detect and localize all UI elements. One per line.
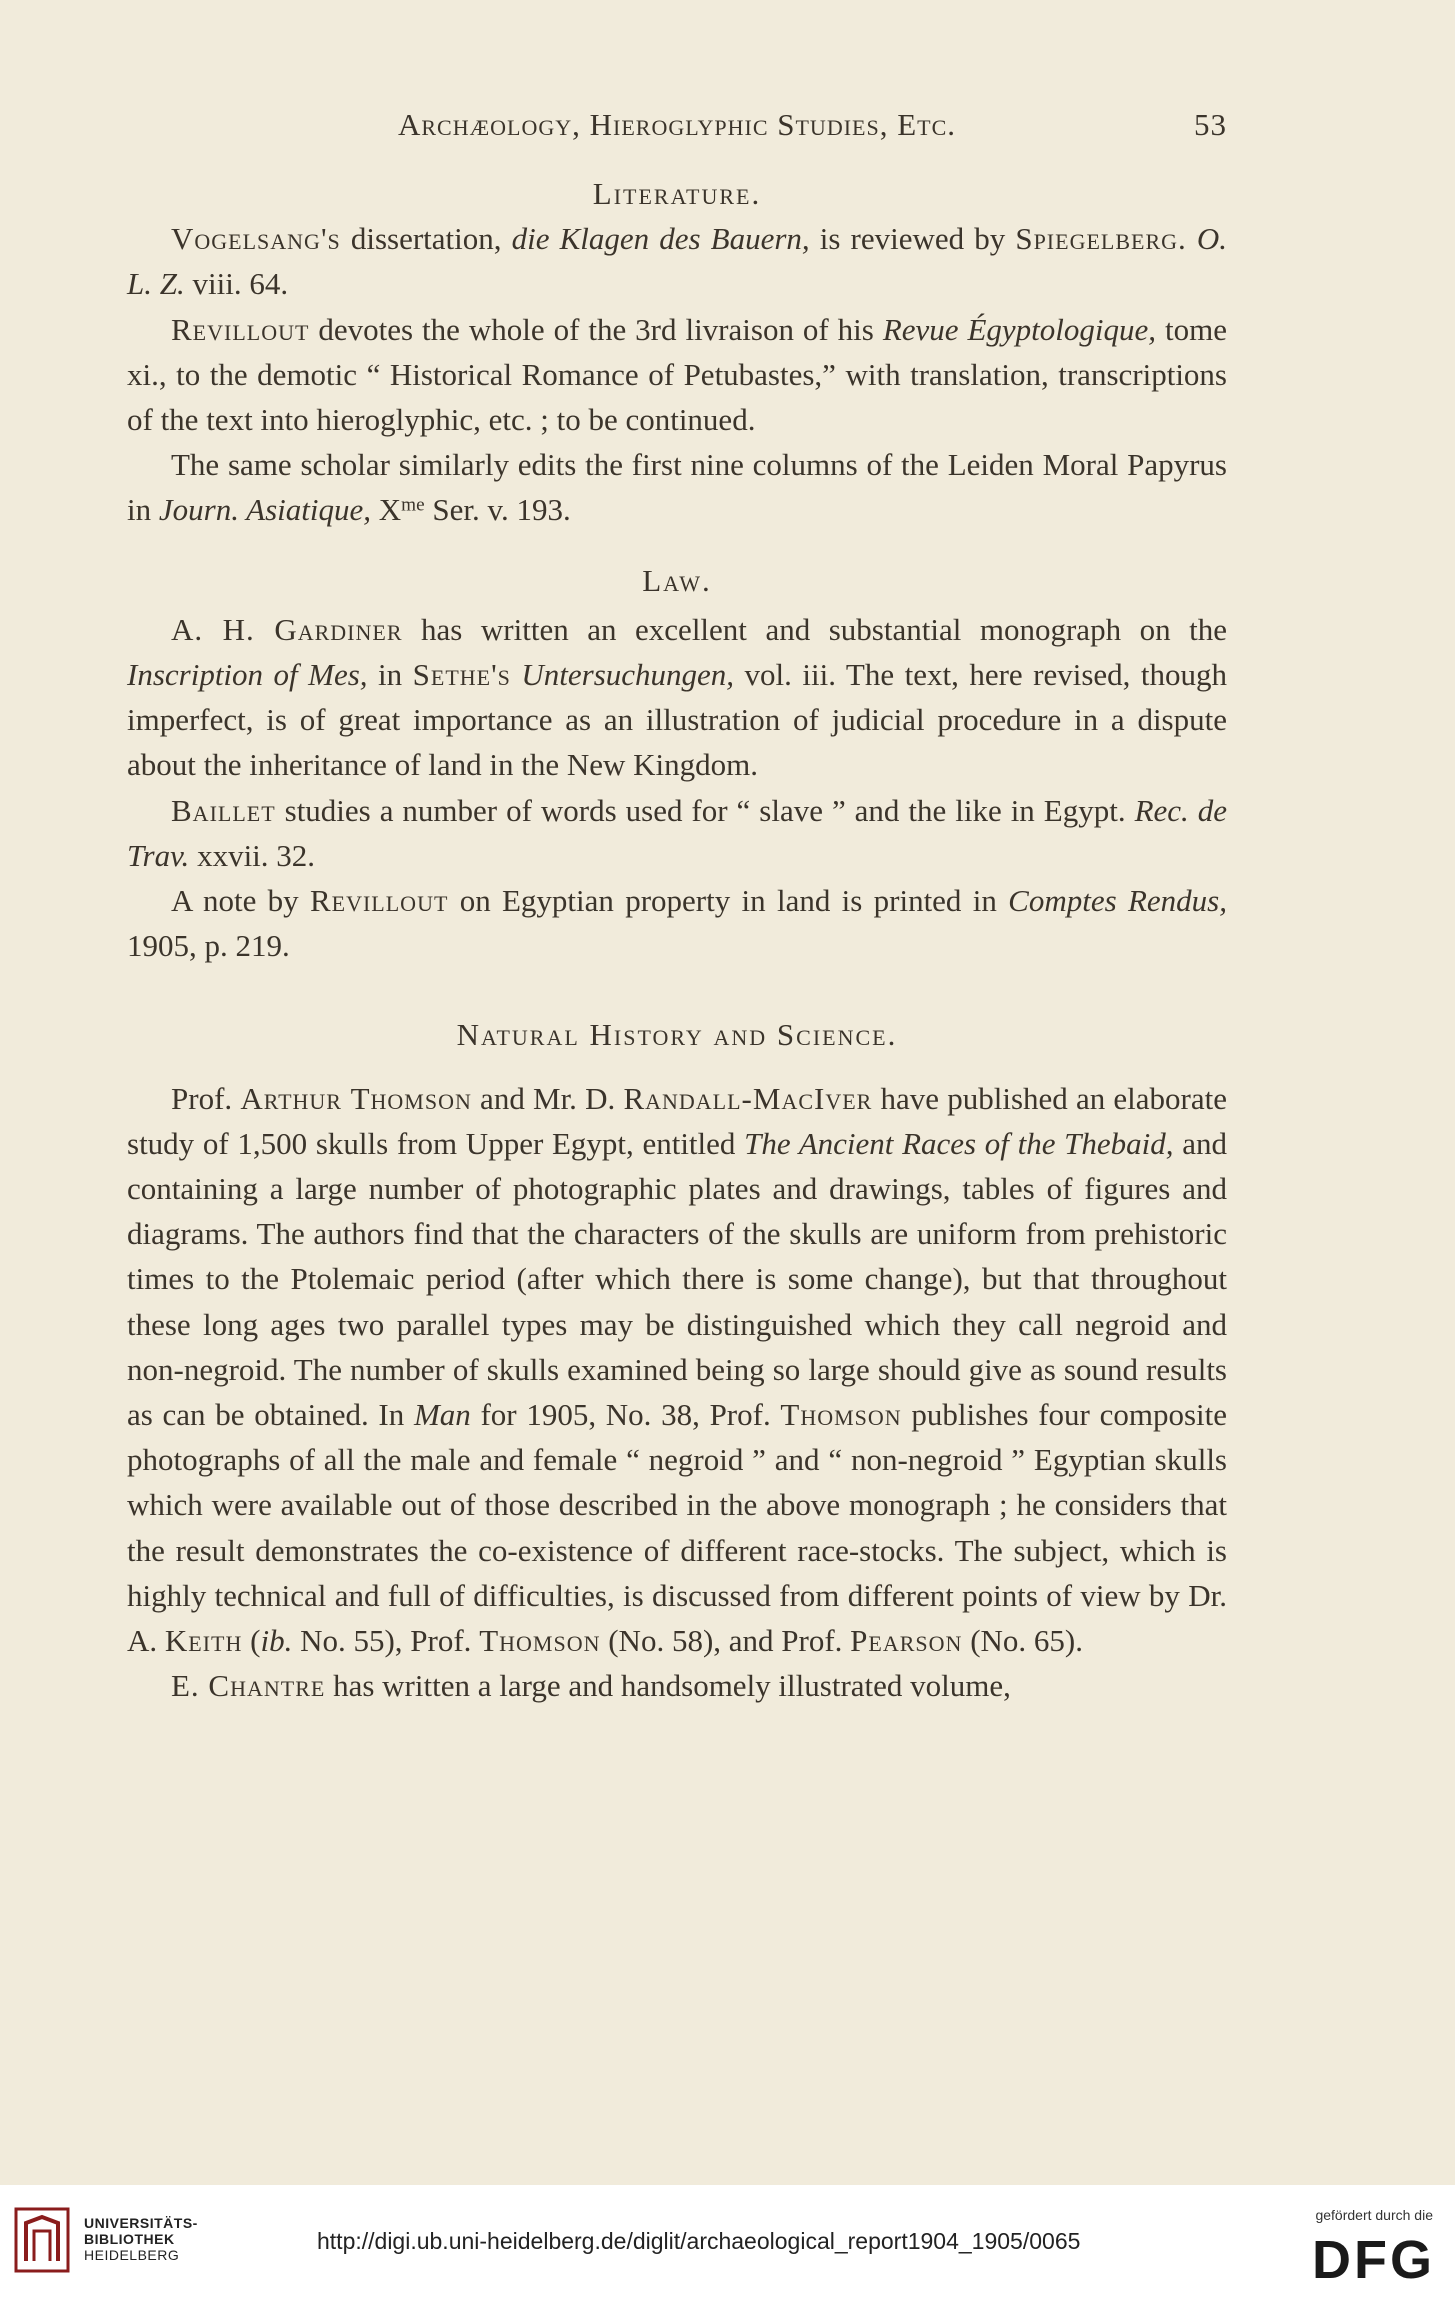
- author-name: Pearson: [850, 1623, 963, 1659]
- journal-title: O. L. Z.: [127, 221, 1227, 302]
- journal-title: Comptes Rendus,: [1008, 883, 1227, 919]
- work-title: die Klagen des Bauern,: [511, 221, 810, 257]
- section-title-law: Law.: [642, 562, 712, 598]
- library-name: UNIVERSITÄTS- BIBLIOTHEK HEIDELBERG: [84, 2215, 198, 2263]
- author-name: Arthur Thomson: [240, 1080, 472, 1116]
- series-title: Untersuchungen,: [521, 657, 735, 693]
- author-name: Spiegelberg.: [1015, 221, 1187, 257]
- ibid-abbrev: ib.: [260, 1623, 293, 1659]
- journal-title: Revue Égyptologique,: [882, 311, 1157, 347]
- paragraph-vogelsang: Vogelsang's dissertation, die Klagen des Bauern, is reviewed by Spiegelberg. O. L. Z. viii. 64.: [127, 221, 1227, 302]
- author-name: E. Chantre: [171, 1668, 326, 1704]
- page-number: 53: [1194, 107, 1227, 142]
- page-text: [127, 102, 1227, 1709]
- journal-title: Rec. de Trav.: [127, 792, 1227, 873]
- author-name: Thomson: [780, 1397, 902, 1433]
- author-name: Randall-MacIver: [623, 1080, 873, 1116]
- author-name: Revillout: [171, 311, 310, 347]
- author-name: Keith: [164, 1623, 243, 1659]
- viewer-footer: [0, 2185, 1455, 2300]
- section-title-natural-history: Natural History and Science.: [456, 1017, 898, 1053]
- paragraph-revillout-note: A note by Revillout on Egyptian property in land is printed in Comptes Rendus, 1905, p. 219.: [127, 883, 1227, 964]
- paragraph-leiden-papyrus: The same scholar similarly edits the first nine columns of the Leiden Moral Papyrus in Journ. Asiatique, $X^{me}$ Ser. v. 193.: [127, 447, 1227, 528]
- section-title-literature: Literature.: [592, 176, 762, 211]
- paragraph-thomson-maciver: Prof. Arthur Thomson and Mr. D. Randall-MacIver have published an elaborate study of 1,500 skulls from Upper Egypt, entitled The Ancient Races of the Thebaid, and containing a large number of photographic plates and drawings, tables of figures and diagrams. The authors find that the characters of the skulls are uniform from prehistoric times to the Ptolemaic period (after which there is some change), but that throughout these long ages two parallel types may be distinguished which they call negroid and non-negroid. The number of skulls examined being so large should give as sound results as can be obtained. In Man for 1905, No. 38, Prof. Thomson publishes four composite photographs of all the male and female “ negroid ” and “ non-negroid ” Egyptian skulls which were available out of those described in the above monograph ; he considers that the result demonstrates the co-existence of different race-stocks. The subject, which is highly technical and full of difficulties, is discussed from different points of view by Dr. A. Keith (ib. No. 55), Prof. Thomson (No. 58), and Prof. Pearson (No. 65).: [127, 1080, 1228, 1659]
- paragraph-chantre: E. Chantre has written a large and handsomely illustrated volume,: [171, 1668, 1011, 1704]
- author-name: Sethe's: [412, 657, 511, 693]
- permalink-url[interactable]: http://digi.ub.uni-heidelberg.de/diglit/archaeological_report1904_1905/0065: [317, 2228, 1081, 2254]
- journal-title: Journ. Asiatique,: [158, 492, 371, 528]
- work-title: The Ancient Races of the Thebaid,: [744, 1125, 1174, 1161]
- paragraph-revillout-revue: Revillout devotes the whole of the 3rd livraison of his Revue Égyptologique, tome xi., to the demotic “ Historical Romance of Petubastes,” with translation, transcriptions of the text into hieroglyphic, etc. ; to be continued.: [127, 311, 1227, 438]
- author-name: Thomson: [479, 1623, 601, 1659]
- author-name: Vogelsang's: [171, 221, 341, 257]
- dfg-logo: DFG: [1312, 2230, 1435, 2290]
- paragraph-gardiner: A. H. Gardiner has written an excellent and substantial monograph on the Inscription of Mes, in Sethe's Untersuchungen, vol. iii. The text, here revised, though imperfect, is of great importance as an illustration of judicial procedure in a dispute about the inheritance of land in the New Kingdom.: [127, 611, 1228, 783]
- running-title: Archæology, Hieroglyphic Studies, Etc.: [397, 107, 957, 142]
- running-head: [127, 102, 1227, 147]
- author-name: A. H. Gardiner: [171, 611, 403, 647]
- paragraph-baillet: Baillet studies a number of words used for “ slave ” and the like in Egypt. Rec. de Trav. xxvii. 32.: [127, 792, 1227, 873]
- journal-title: Man: [413, 1397, 471, 1433]
- funding-note: gefördert durch die: [1315, 2207, 1433, 2223]
- work-title: Inscription of Mes,: [127, 657, 368, 693]
- library-logo-icon: [12, 2205, 72, 2275]
- author-name: Revillout: [309, 883, 449, 919]
- author-name: Baillet: [171, 792, 276, 828]
